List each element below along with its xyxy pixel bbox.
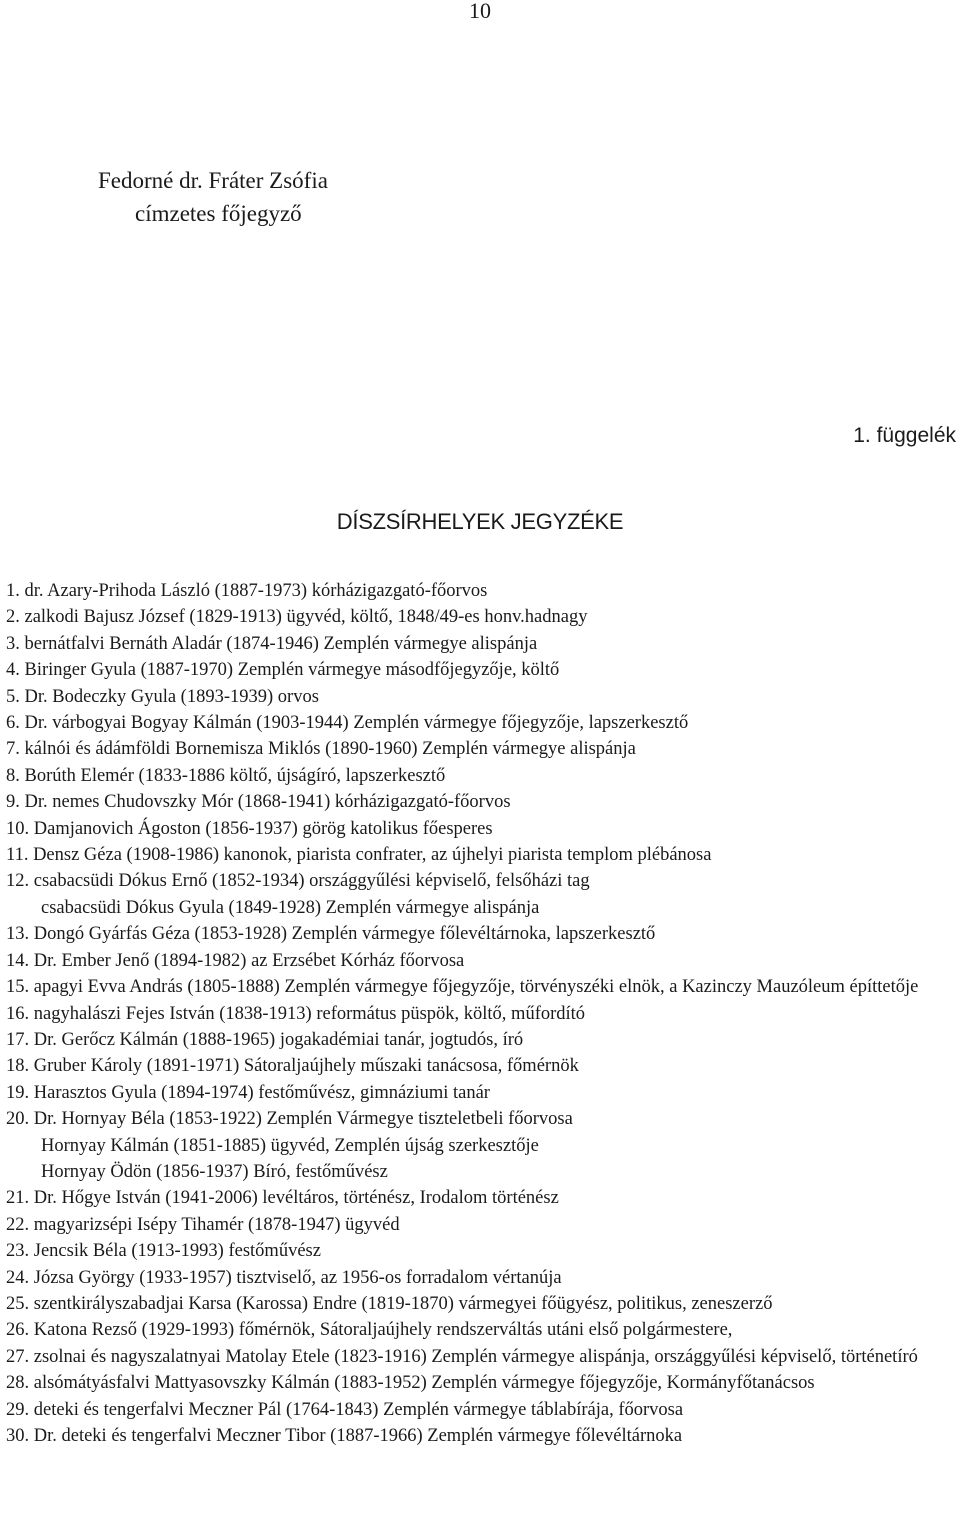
list-item: [6, 710, 956, 736]
list-item-text: 25. szentkirályszabadjai Karsa (Karossa) Endre (1819-1870) vármegyei főügyész, politikus, zeneszerző: [6, 1293, 773, 1314]
list-item-text: 1. dr. Azary-Prihoda László (1887-1973) kórházigazgató-főorvos: [6, 581, 488, 601]
list-item: [6, 604, 956, 630]
list-item: [6, 1001, 956, 1027]
list-item: [6, 948, 956, 974]
list-item-text: 15. apagyi Evva András (1805-1888) Zemplén vármegye főjegyzője, törvényszéki elnök, a Kazinczy Mauzóleum építtetője: [6, 977, 919, 998]
list-item-text: 11. Densz Géza (1908-1986) kanonok, piarista confrater, az újhelyi piarista templom plébánosa: [6, 845, 712, 866]
list-item: [6, 1185, 956, 1211]
list-item-text: 10. Damjanovich Ágoston (1856-1937) görög katolikus főesperes: [6, 818, 493, 839]
list-item-text: 27. zsolnai és nagyszalatnyai Matolay Etele (1823-1916) Zemplén vármegye alispánja, országgyűlési képviselő, történetíró: [6, 1346, 918, 1367]
list-item: [6, 816, 956, 842]
list-item: [6, 1212, 956, 1238]
list-item: [6, 631, 956, 657]
list-item: [6, 789, 956, 815]
list-item-text: 29. deteki és tengerfalvi Meczner Pál (1764-1843) Zemplén vármegye táblabírája, főorvosa: [6, 1399, 684, 1420]
list-item-text: 6. Dr. várbogyai Bogyay Kálmán (1903-1944) Zemplén vármegye főjegyzője, lapszerkesztő: [6, 713, 689, 734]
list-item: [6, 974, 956, 1000]
list-item-text: 12. csabacsüdi Dókus Ernő (1852-1934) országgyűlési képviselő, felsőházi tag: [6, 871, 590, 892]
list-item-text: 19. Harasztos Gyula (1894-1974) festőművész, gimnáziumi tanár: [6, 1082, 490, 1103]
list-item: [6, 763, 956, 789]
list-item: [6, 1423, 956, 1449]
list-item: [6, 868, 956, 921]
author-name: Fedorné dr. Fráter Zsófia: [98, 168, 328, 193]
list-item-text: 23. Jencsik Béla (1913-1993) festőművész: [6, 1241, 321, 1262]
list-item-text: 26. Katona Rezső (1929-1993) főmérnök, Sátoraljaújhely rendszerváltás utáni első polgármestere,: [6, 1320, 733, 1341]
list-item-text: 4. Biringer Gyula (1887-1970) Zemplén vármegye másodfőjegyzője, költő: [6, 660, 560, 681]
list-item-text: 17. Dr. Gerőcz Kálmán (1888-1965) jogakadémiai tanár, jogtudós, író: [6, 1029, 524, 1050]
list-item-subentry: Hornyay Ödön (1856-1937) Bíró, festőművész: [41, 1161, 388, 1182]
list-heading: DÍSZSÍRHELYEK JEGYZÉKE: [336, 509, 624, 534]
list-item: [6, 1106, 956, 1185]
list-item: [6, 1370, 956, 1396]
list-item: [6, 1265, 956, 1291]
list-item-text: 22. magyarizsépi Isépy Tihamér (1878-1947) ügyvéd: [6, 1214, 400, 1235]
list-item-text: 13. Dongó Gyárfás Géza (1853-1928) Zemplén vármegye főlevéltárnoka, lapszerkesztő: [6, 924, 656, 945]
list-item-subentry: Hornyay Kálmán (1851-1885) ügyvéd, Zemplén újság szerkesztője: [41, 1135, 539, 1156]
list-item: [6, 684, 956, 710]
list-item: [6, 736, 956, 762]
list-item: [6, 1397, 956, 1423]
list-item-text: 14. Dr. Ember Jenő (1894-1982) az Erzsébet Kórház főorvosa: [6, 950, 465, 971]
list-item-text: 5. Dr. Bodeczky Gyula (1893-1939) orvos: [6, 686, 319, 707]
list-item: [6, 1344, 956, 1370]
list-item: [6, 1027, 956, 1053]
list-item-text: 9. Dr. nemes Chudovszky Mór (1868-1941) kórházigazgató-főorvos: [6, 792, 511, 813]
list-item-text: 2. zalkodi Bajusz József (1829-1913) ügyvéd, költő, 1848/49-es honv.hadnagy: [6, 607, 588, 628]
list-item-text: 28. alsómátyásfalvi Mattyasovszky Kálmán (1883-1952) Zemplén vármegye főjegyzője, Kormányfőtanácsos: [6, 1373, 815, 1394]
list-item-text: 8. Borúth Elemér (1833-1886 költő, újságíró, lapszerkesztő: [6, 765, 446, 786]
list-item: [6, 1053, 956, 1079]
list-item: [6, 1080, 956, 1106]
list-item: [6, 1238, 956, 1264]
author-block: [98, 164, 328, 230]
list-item: [6, 921, 956, 947]
list-item: [6, 1291, 956, 1317]
list-item-text: 16. nagyhalászi Fejes István (1838-1913) református püspök, költő, műfordító: [6, 1003, 586, 1024]
list-item-text: 18. Gruber Károly (1891-1971) Sátoraljaújhely műszaki tanácsosa, főmérnök: [6, 1056, 579, 1077]
list-item-subentry: csabacsüdi Dókus Gyula (1849-1928) Zemplén vármegye alispánja: [41, 897, 540, 918]
list-item-text: 3. bernátfalvi Bernáth Aladár (1874-1946) Zemplén vármegye alispánja: [6, 633, 538, 654]
list-item-text: 7. kálnói és ádámföldi Bornemisza Miklós (1890-1960) Zemplén vármegye alispánja: [6, 739, 636, 760]
list-item: [6, 578, 956, 604]
author-title: címzetes főjegyző: [135, 201, 302, 226]
list-item: [6, 1317, 956, 1343]
list-item: [6, 842, 956, 868]
page-number: 10: [469, 0, 491, 23]
list-item-text: 20. Dr. Hornyay Béla (1853-1922) Zemplén Vármegye tiszteletbeli főorvosa: [6, 1109, 573, 1130]
list-item-text: 30. Dr. deteki és tengerfalvi Meczner Tibor (1887-1966) Zemplén vármegye főlevéltárnoka: [6, 1426, 683, 1446]
list-item-text: 21. Dr. Hőgye István (1941-2006) levéltáros, történész, Irodalom történész: [6, 1188, 559, 1209]
list-item: [6, 657, 956, 683]
list-item-text: 24. Józsa György (1933-1957) tisztviselő, az 1956-os forradalom vértanúja: [6, 1267, 562, 1288]
honorary-graves-list: [6, 578, 956, 1449]
appendix-label: 1. függelék: [853, 424, 956, 447]
